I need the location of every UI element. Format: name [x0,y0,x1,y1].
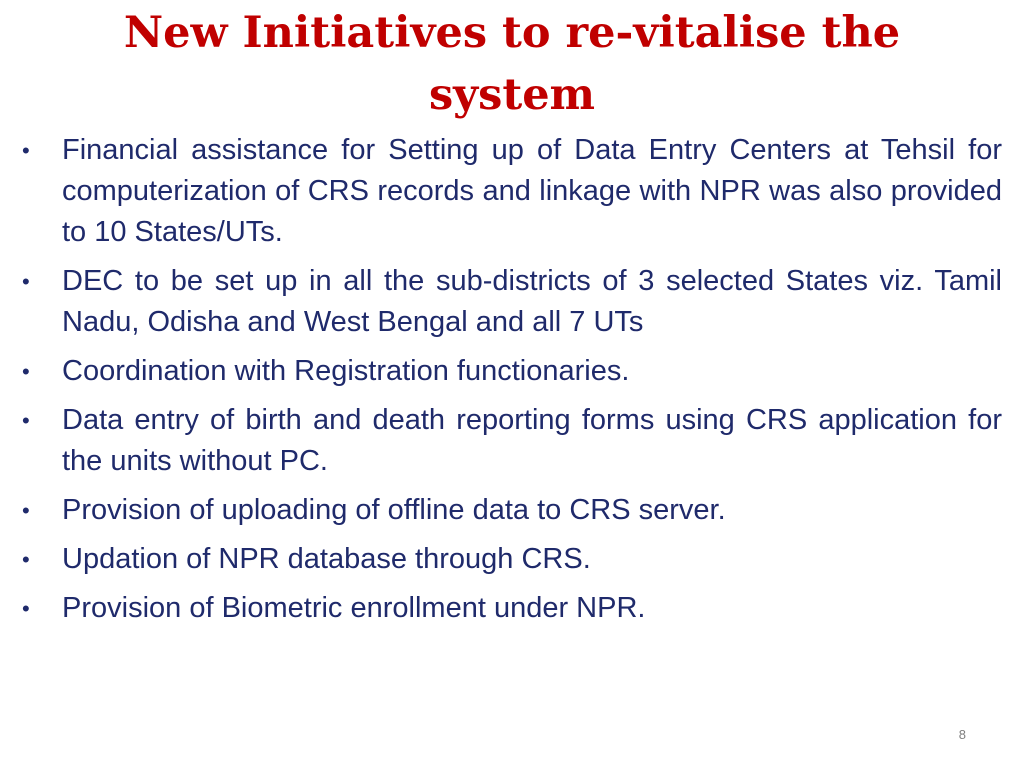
bullet-item-financial-assistance [22,130,1002,253]
bullet-item-biometric [22,588,1002,629]
bullet-item-coordination [22,351,1002,392]
bullet-text: Provision of Biometric enrollment under NPR. [62,592,646,624]
bullet-dot-icon: • [22,498,30,523]
bullet-text: Data entry of birth and death reporting forms using CRS application for the units without PC. [62,404,1002,477]
bullet-text: Financial assistance for Setting up of Data Entry Centers at Tehsil for computerization of CRS records and linkage with NPR was also provided to 10 States/UTs. [62,134,1002,248]
bullet-item-data-entry [22,400,1002,482]
bullet-dot-icon: • [22,138,30,163]
bullet-dot-icon: • [22,269,30,294]
bullet-text: Coordination with Registration functionaries. [62,355,630,387]
bullet-item-dec-setup [22,261,1002,343]
bullet-list [22,130,1002,637]
slide-title [0,2,1024,126]
page-number: 8 [958,727,966,742]
bullet-dot-icon: • [22,359,30,384]
bullet-text: Provision of uploading of offline data to CRS server. [62,494,726,526]
bullet-dot-icon: • [22,408,30,433]
bullet-dot-icon: • [22,547,30,572]
title-line-2: system [428,70,596,120]
bullet-item-npr-updation [22,539,1002,580]
bullet-text: Updation of NPR database through CRS. [62,543,591,575]
bullet-dot-icon: • [22,596,30,621]
title-line-1: New Initiatives to re-vitalise the [123,8,901,58]
bullet-item-offline-upload [22,490,1002,531]
bullet-text: DEC to be set up in all the sub-districts of 3 selected States viz. Tamil Nadu, Odisha and West Bengal and all 7 UTs [62,265,1002,338]
